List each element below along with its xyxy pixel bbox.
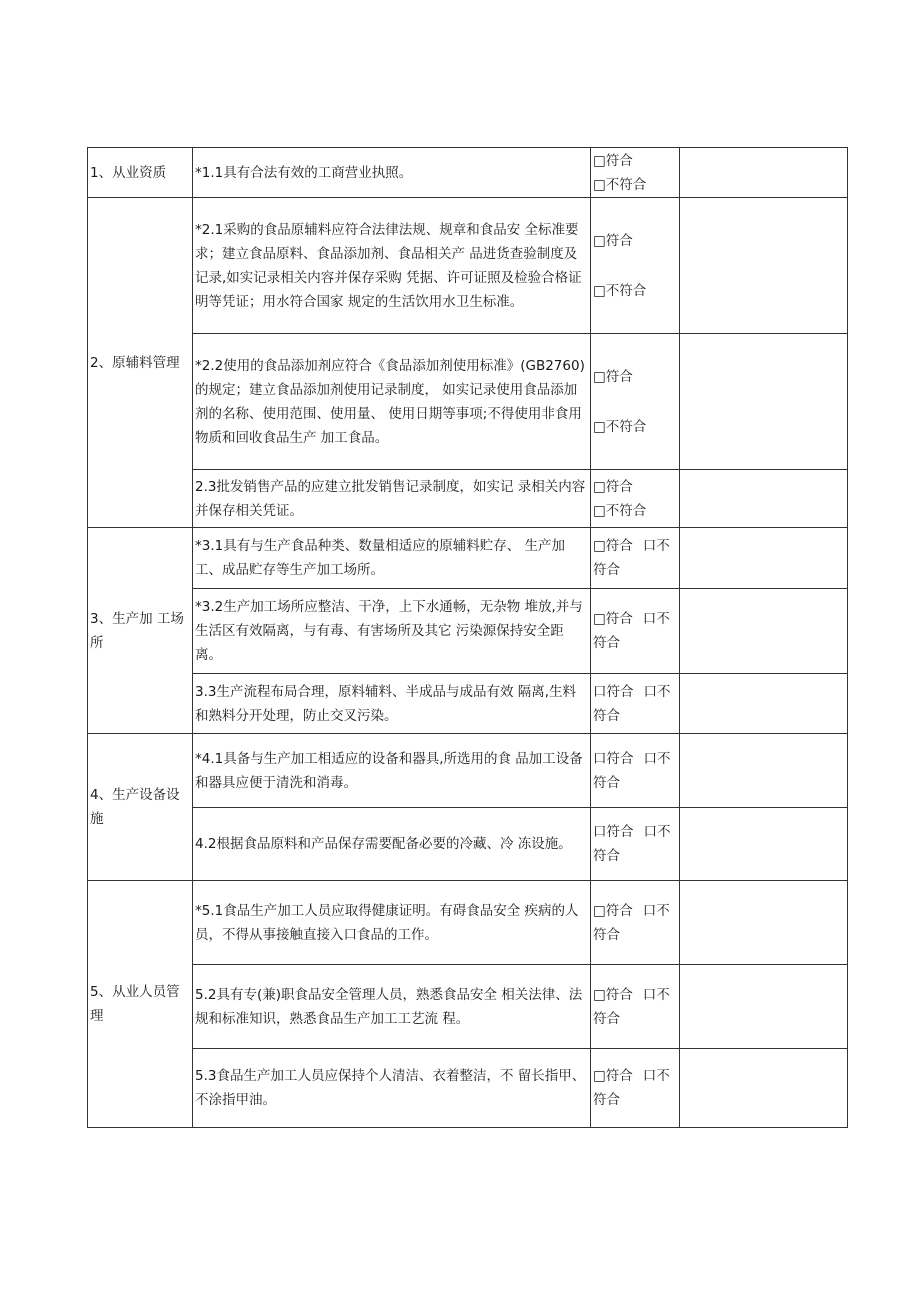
fail-checkbox-wrap: 符合 <box>593 635 620 651</box>
requirement-cell: *2.1采购的食品原辅料应符合法律法规、规章和食品安 全标准要求；建立食品原料、食品添加剂、食品相关产 品进货查验制度及记录,如实记录相关内容并保存采购 凭据、许可证照及检验合格证明等凭证；用水符合国家 规定的生活饮用水卫生标准。 <box>193 198 591 334</box>
pass-checkbox[interactable]: □符合 <box>593 232 633 249</box>
remarks-cell <box>680 198 848 334</box>
fail-checkbox[interactable]: 口不 <box>642 986 670 1003</box>
spacer <box>593 253 678 279</box>
table-row <box>88 1049 848 1128</box>
requirement-cell: *2.2使用的食品添加剂应符合《食品添加剂使用标准》(GB2760)的规定；建立食品添加剂使用记录制度， 如实记录使用食品添加剂的名称、使用范围、使用量、 使用日期等事项;不得使用非食用物质和回收食品生产 加工食品。 <box>193 334 591 470</box>
remarks-cell <box>680 1049 848 1128</box>
requirement-cell: *3.1具有与生产食品种类、数量相适应的原辅料贮存、 生产加工、成品贮存等生产加工场所。 <box>193 528 591 589</box>
remarks-cell <box>680 470 848 528</box>
pass-checkbox[interactable]: □符合 <box>593 1068 633 1084</box>
requirement-cell: 4.2根据食品原料和产品保存需要配备必要的冷藏、冷 冻设施。 <box>193 808 591 881</box>
result-cell <box>591 808 680 881</box>
remarks-cell <box>680 334 848 470</box>
table-row <box>88 470 848 528</box>
requirement-cell: 3.3生产流程布局合理，原料辅料、半成品与成品有效 隔离,生料和熟料分开处理，防止交叉污染。 <box>193 674 591 734</box>
remarks-cell <box>680 528 848 589</box>
requirement-cell: *4.1具备与生产加工相适应的设备和器具,所选用的食 品加工设备和器具应便于清洗和消毒。 <box>193 734 591 808</box>
result-cell <box>591 881 680 965</box>
requirement-cell: *3.2生产加工场所应整洁、干净，上下水通畅，无杂物 堆放,并与生活区有效隔离，与有毒、有害场所及其它 污染源保持安全距离。 <box>193 589 591 674</box>
remarks-cell <box>680 589 848 674</box>
fail-checkbox-wrap: 符合 <box>593 848 620 864</box>
inspection-checklist-table <box>87 147 848 1128</box>
remarks-cell <box>680 674 848 734</box>
result-cell <box>591 198 680 334</box>
table-row <box>88 334 848 470</box>
remarks-cell <box>680 808 848 881</box>
fail-checkbox-wrap: 符合 <box>593 1092 620 1108</box>
category-cell: 1、从业资质 <box>88 148 193 198</box>
pass-checkbox[interactable]: □符合 <box>593 368 633 385</box>
fail-checkbox-wrap: 符合 <box>593 926 620 943</box>
remarks-cell <box>680 965 848 1049</box>
fail-checkbox[interactable]: 口不 <box>642 611 670 627</box>
result-cell <box>591 528 680 589</box>
fail-checkbox[interactable]: 口不 <box>643 683 671 700</box>
result-cell <box>591 674 680 734</box>
pass-checkbox[interactable]: 口符合 <box>593 750 634 767</box>
table-row <box>88 881 848 965</box>
table-row <box>88 589 848 674</box>
category-cell: 4、生产设备设施 <box>88 734 193 881</box>
pass-checkbox[interactable]: □符合 <box>593 902 633 919</box>
fail-checkbox-wrap: 符合 <box>593 774 620 791</box>
pass-checkbox[interactable]: 口符合 <box>593 824 634 840</box>
pass-checkbox[interactable]: □符合 <box>593 611 633 627</box>
fail-checkbox-wrap: 符合 <box>593 707 620 724</box>
requirement-cell: *5.1食品生产加工人员应取得健康证明。有碍食品安全 疾病的人员，不得从事接触直接入口食品的工作。 <box>193 881 591 965</box>
table-row <box>88 198 848 334</box>
fail-checkbox[interactable]: □不符合 <box>593 418 647 435</box>
result-cell <box>591 965 680 1049</box>
category-cell: 5、从业人员管理 <box>88 881 193 1128</box>
result-cell <box>591 1049 680 1128</box>
remarks-cell <box>680 148 848 198</box>
result-cell <box>591 334 680 470</box>
requirement-cell: 5.2具有专(兼)职食品安全管理人员，熟悉食品安全 相关法律、法规和标准知识，熟悉食品生产加工工艺流 程。 <box>193 965 591 1049</box>
result-cell <box>591 148 680 198</box>
pass-checkbox[interactable]: □符合 <box>593 478 633 495</box>
table-row <box>88 808 848 881</box>
table-row <box>88 528 848 589</box>
result-cell <box>591 589 680 674</box>
fail-checkbox[interactable]: □不符合 <box>593 282 647 299</box>
category-cell: 2、原辅料管理 <box>88 198 193 528</box>
fail-checkbox[interactable]: 口不 <box>642 538 670 554</box>
fail-checkbox-wrap: 符合 <box>593 562 620 578</box>
table-row <box>88 734 848 808</box>
table-row <box>88 148 848 198</box>
fail-checkbox[interactable]: □不符合 <box>593 176 647 193</box>
requirement-cell: *1.1具有合法有效的工商营业执照。 <box>193 148 591 198</box>
pass-checkbox[interactable]: □符合 <box>593 538 633 554</box>
spacer <box>593 389 678 415</box>
fail-checkbox[interactable]: 口不 <box>642 902 670 919</box>
remarks-cell <box>680 881 848 965</box>
fail-checkbox[interactable]: 口不 <box>642 1068 670 1084</box>
pass-checkbox[interactable]: □符合 <box>593 152 633 169</box>
table-row <box>88 965 848 1049</box>
fail-checkbox[interactable]: 口不 <box>643 750 671 767</box>
pass-checkbox[interactable]: □符合 <box>593 986 633 1003</box>
fail-checkbox[interactable]: □不符合 <box>593 502 647 519</box>
fail-checkbox[interactable]: 口不 <box>643 824 671 840</box>
result-cell <box>591 470 680 528</box>
pass-checkbox[interactable]: 口符合 <box>593 683 634 700</box>
requirement-cell: 5.3食品生产加工人员应保持个人清洁、衣着整洁，不 留长指甲、不涂指甲油。 <box>193 1049 591 1128</box>
result-cell <box>591 734 680 808</box>
fail-checkbox-wrap: 符合 <box>593 1010 620 1027</box>
requirement-cell: 2.3批发销售产品的应建立批发销售记录制度，如实记 录相关内容并保存相关凭证。 <box>193 470 591 528</box>
remarks-cell <box>680 734 848 808</box>
table-row <box>88 674 848 734</box>
category-cell: 3、生产加 工场所 <box>88 528 193 734</box>
